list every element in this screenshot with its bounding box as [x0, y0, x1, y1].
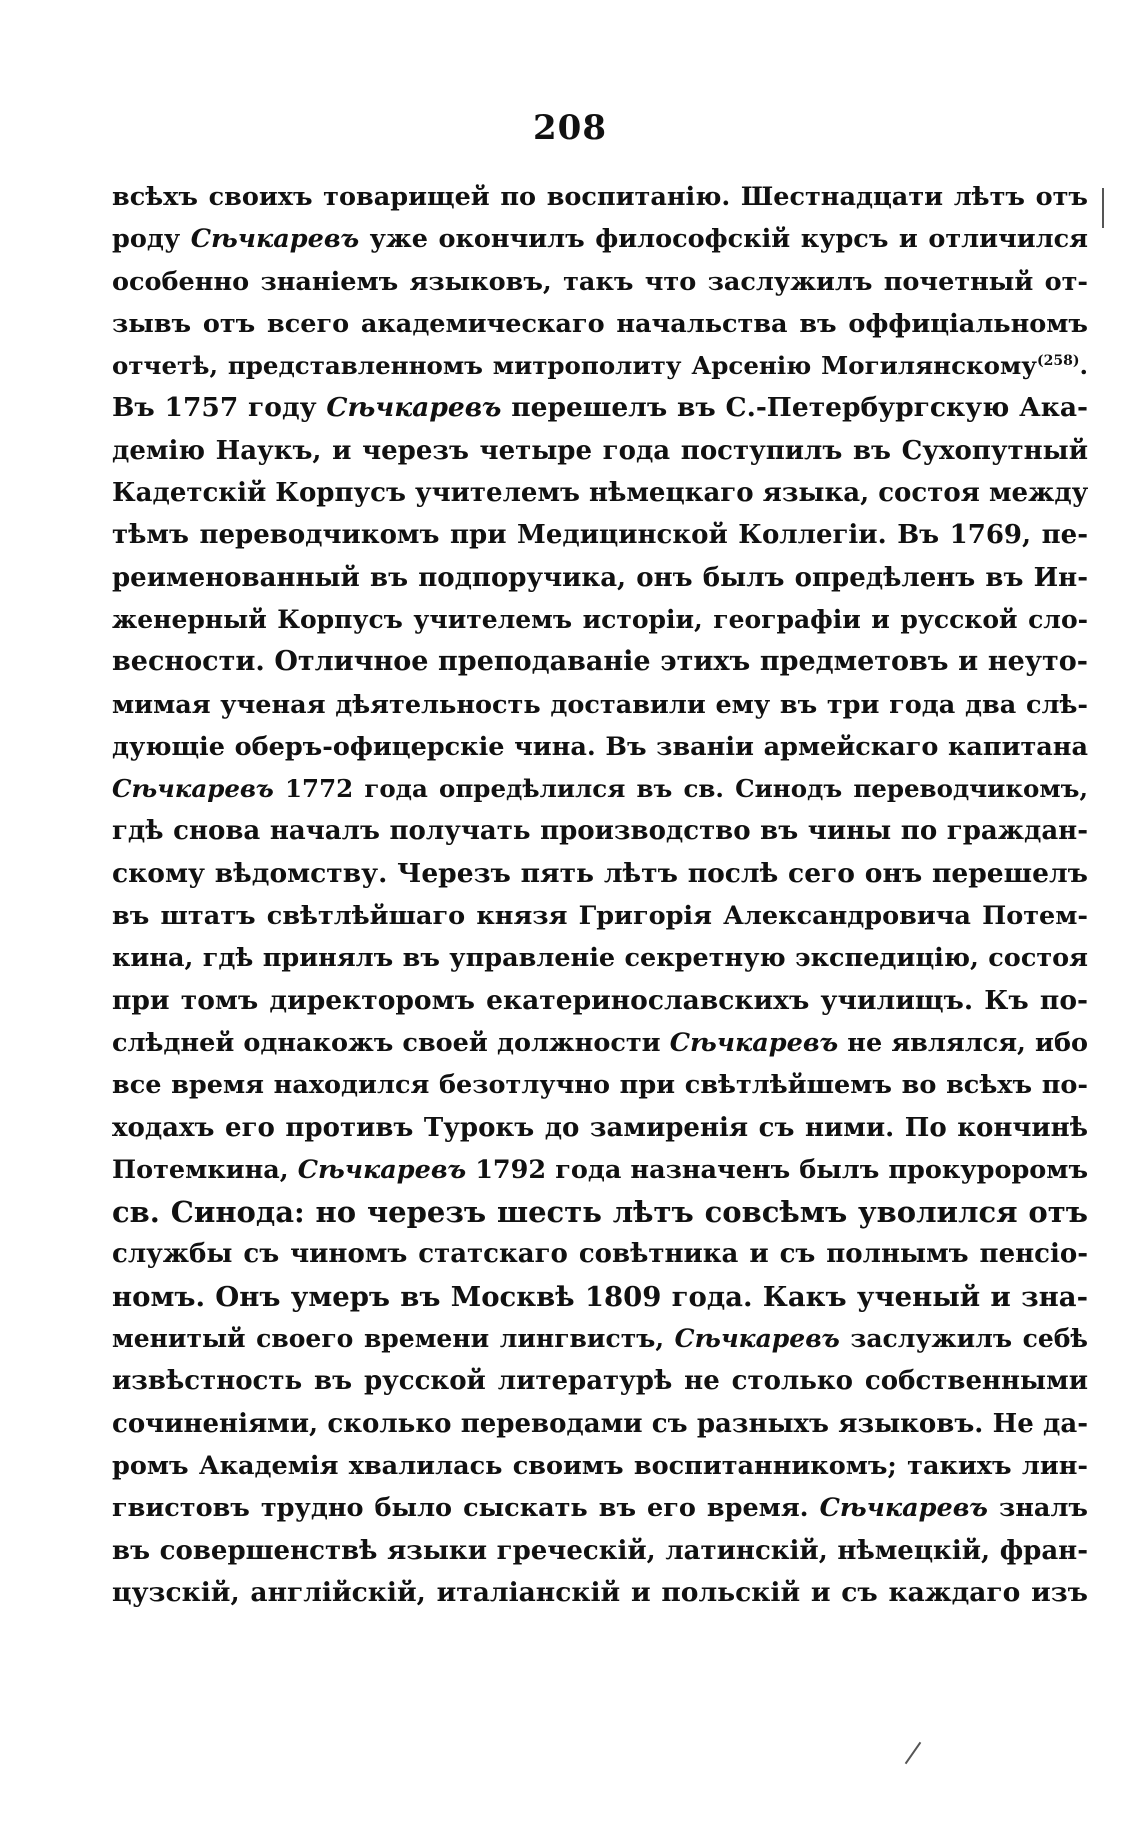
text-run: отчетѣ, представленномъ митрополиту Арсенію Могилянскому [112, 351, 1037, 381]
text-line [112, 1445, 1088, 1487]
page-number: 208 [533, 108, 607, 148]
text-run: Потемкина, [112, 1154, 298, 1185]
text-line [112, 853, 1088, 895]
footnote-ref: (258) [1036, 353, 1080, 370]
text-line [112, 430, 1088, 472]
text-run: слѣдней однакожъ своей должности [112, 1027, 670, 1058]
italic-name: Сѣчкаревъ [297, 1154, 467, 1185]
text-line [112, 1360, 1088, 1402]
text-line [112, 810, 1088, 852]
italic-name: Сѣчкаревъ [674, 1324, 840, 1354]
italic-name: Сѣчкаревъ [326, 392, 502, 424]
text-run: роду [112, 224, 191, 255]
text-run: мимая ученая дѣятельность доставили ему въ три года два слѣ- [112, 689, 1088, 720]
text-line [112, 261, 1088, 303]
text-line [112, 768, 1088, 810]
text-run: всѣхъ своихъ товарищей по воспитанію. Шестнадцати лѣтъ отъ [112, 182, 1088, 212]
text-run: уже окончилъ философскій курсъ и отличился [359, 224, 1088, 255]
text-run: ромъ Академія хвалилась своимъ воспитанникомъ; такихъ лин- [112, 1450, 1088, 1481]
body-text [112, 176, 1088, 1614]
italic-name: Сѣчкаревъ [819, 1493, 988, 1524]
text-line [112, 1487, 1088, 1529]
text-run: перешелъ въ С.-Петербургскую Ака- [501, 392, 1088, 424]
text-run: 1772 года опредѣлился въ св. Синодъ переводчикомъ, [273, 774, 1088, 804]
text-line [112, 1403, 1088, 1445]
text-line [112, 641, 1088, 683]
text-line [112, 937, 1088, 979]
text-line [112, 726, 1088, 768]
text-run: извѣстность въ русской литературѣ не столько собственными [112, 1366, 1088, 1397]
text-line [112, 1064, 1088, 1106]
text-run: Кадетскій Корпусъ учителемъ нѣмецкаго языка, состоя между [112, 478, 1088, 509]
text-run: номъ. Онъ умеръ въ Москвѣ 1809 года. Какъ ученый и зна- [112, 1280, 1088, 1313]
margin-mark [905, 1742, 922, 1764]
italic-name: Сѣчкаревъ [190, 224, 360, 255]
italic-name: Сѣчкаревъ [112, 774, 274, 804]
text-line [112, 472, 1088, 514]
text-line [112, 1107, 1088, 1149]
text-line [112, 345, 1088, 387]
text-run: тѣмъ переводчикомъ при Медицинской Коллегіи. Въ 1769, пе- [112, 520, 1088, 551]
text-line [112, 684, 1088, 726]
text-run: въ штатъ свѣтлѣйшаго князя Григорія Александровича Потем- [112, 901, 1088, 932]
text-run: въ совершенствѣ языки греческій, латинскій, нѣмецкій, фран- [112, 1535, 1088, 1566]
text-line [112, 1572, 1088, 1614]
text-line [112, 1530, 1088, 1572]
text-run: менитый своего времени лингвистъ, [112, 1324, 675, 1354]
text-line [112, 176, 1088, 218]
text-run: демію Наукъ, и черезъ четыре года поступилъ въ Сухопутный [112, 435, 1088, 466]
text-run: гдѣ снова началъ получать производство въ чины по граждан- [112, 816, 1088, 847]
text-run: заслужилъ себѣ [839, 1324, 1088, 1354]
text-run: цузскій, англійскій, италіанскій и польскій и съ каждаго изъ [112, 1576, 1088, 1608]
text-line [112, 303, 1088, 345]
text-run: реименованный въ подпоручика, онъ былъ опредѣленъ въ Ин- [112, 562, 1088, 593]
text-run: все время находился безотлучно при свѣтлѣйшемъ во всѣхъ по- [112, 1070, 1088, 1101]
text-run: Въ 1757 году [112, 392, 327, 424]
text-run: особенно знаніемъ языковъ, такъ что заслужилъ почетный от- [112, 266, 1088, 297]
text-line [112, 980, 1088, 1022]
text-run: сочиненіями, сколько переводами съ разныхъ языковъ. Не да- [112, 1408, 1088, 1439]
text-line [112, 1276, 1088, 1318]
text-run: службы съ чиномъ статскаго совѣтника и съ полнымъ пенсіо- [112, 1239, 1088, 1270]
margin-mark [1102, 188, 1104, 228]
text-line [112, 514, 1088, 556]
text-run: при томъ директоромъ екатеринославскихъ училищъ. Къ по- [112, 984, 1088, 1016]
text-line [112, 1191, 1088, 1233]
text-line [112, 557, 1088, 599]
text-run: ходахъ его противъ Турокъ до замиренія съ ними. По кончинѣ [112, 1112, 1088, 1143]
text-run: 1792 года назначенъ былъ прокуроромъ [466, 1154, 1088, 1185]
text-run: женерный Корпусъ учителемъ исторіи, географіи и русской сло- [112, 604, 1088, 634]
text-line [112, 1022, 1088, 1064]
text-line [112, 218, 1088, 260]
text-line [112, 895, 1088, 937]
text-run: кина, гдѣ принялъ въ управленіе секретную экспедицію, состоя [112, 943, 1088, 974]
text-line [112, 599, 1088, 641]
text-run: . [1079, 351, 1088, 381]
text-run: не являлся, ибо [838, 1027, 1088, 1058]
text-line [112, 1149, 1088, 1191]
text-run: св. Синода: но черезъ шесть лѣтъ совсѣмъ уволился отъ [112, 1195, 1088, 1230]
text-run: зывъ отъ всего академическаго начальства въ оффиціальномъ [112, 308, 1088, 339]
text-line [112, 387, 1088, 429]
text-run: скому вѣдомству. Черезъ пять лѣтъ послѣ сего онъ перешелъ [112, 857, 1088, 889]
text-line [112, 1233, 1088, 1275]
text-run: зналъ [987, 1493, 1088, 1524]
italic-name: Сѣчкаревъ [669, 1027, 839, 1058]
text-run: весности. Отличное преподаваніе этихъ предметовъ и неуто- [112, 646, 1088, 678]
text-line [112, 1318, 1088, 1360]
text-run: гвистовъ трудно было сыскать въ его время. [112, 1493, 820, 1524]
text-run: дующіе оберъ-офицерскіе чина. Въ званіи армейскаго капитана [112, 731, 1088, 762]
